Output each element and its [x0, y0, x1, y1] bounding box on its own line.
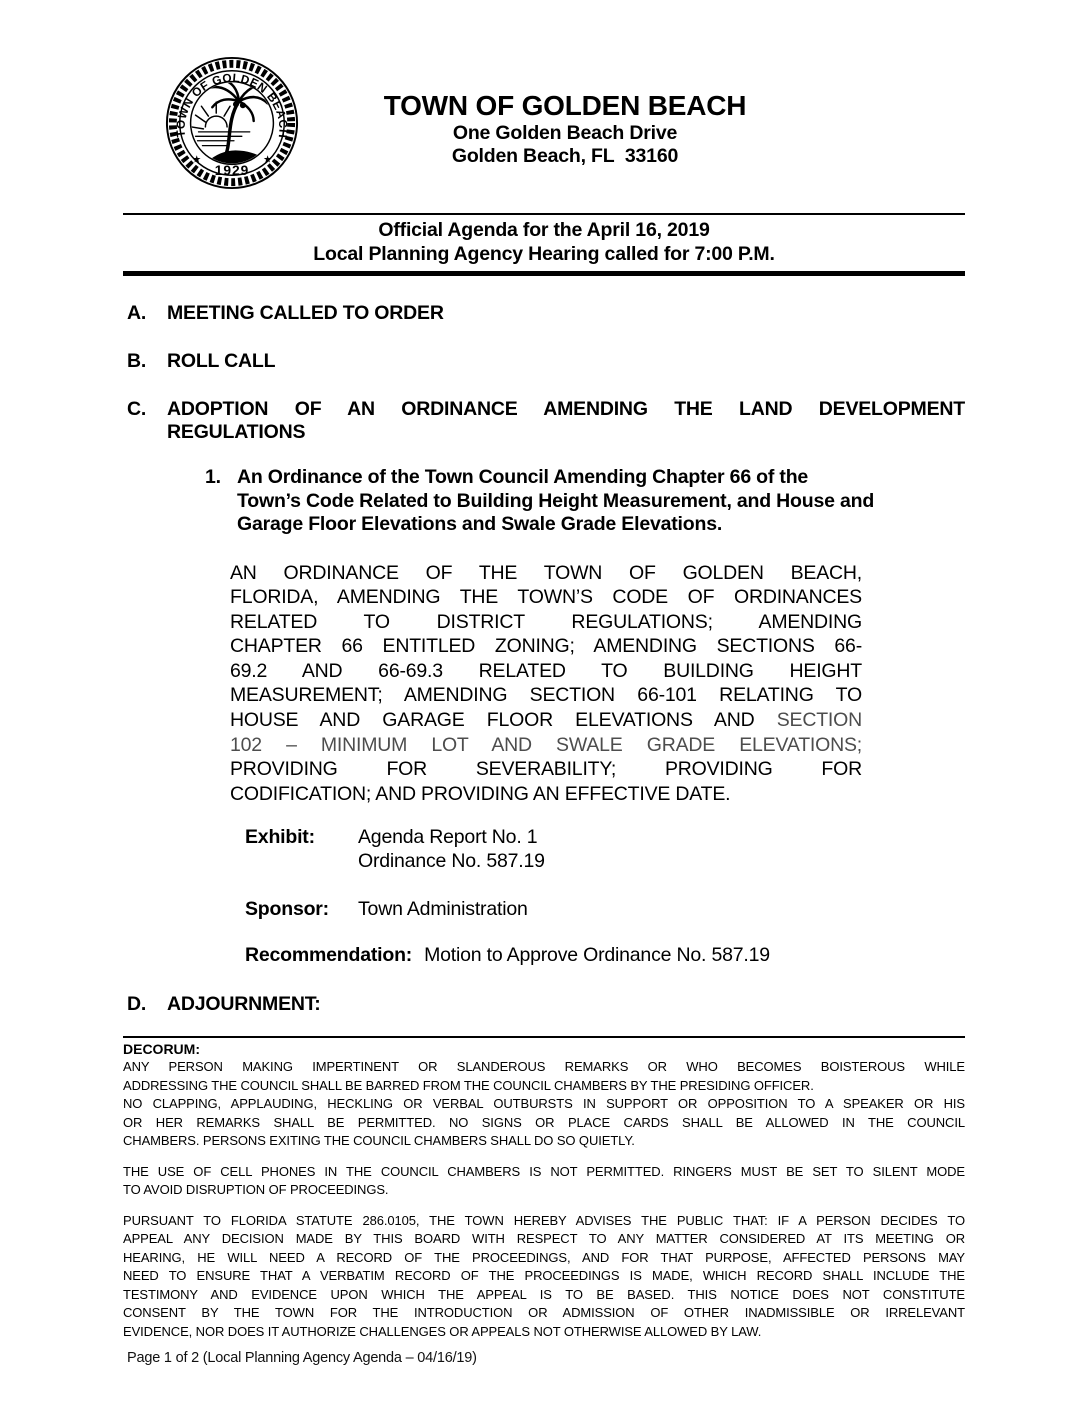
text-segment: CODIFICATION; AND PROVIDING AN EFFECTIVE DATE. — [230, 782, 731, 805]
agenda-item-a — [123, 302, 965, 325]
sponsor-value: Town Administration — [358, 898, 528, 921]
text-segment: SECTION — [776, 709, 862, 732]
text-segment: PURSUANT TO FLORIDA STATUTE 286.0105, THE TOWN HEREBY ADVISES THE PUBLIC THAT: IF A PERSON DECIDES TO — [123, 1212, 965, 1228]
text-line — [230, 733, 862, 758]
text-line — [123, 1095, 965, 1114]
item-letter: C. — [127, 398, 147, 420]
text-line — [230, 782, 862, 807]
text-line — [123, 1323, 965, 1342]
text-line — [123, 1249, 965, 1268]
decorum-section — [123, 1036, 965, 1341]
text-segment: RELATED TO DISTRICT REGULATIONS; AMENDING — [230, 610, 862, 633]
sponsor-row — [245, 897, 965, 921]
text-segment: 102 – MINIMUM LOT AND SWALE GRADE ELEVATIONS; — [230, 733, 862, 756]
document-header — [123, 0, 965, 213]
decorum-paragraph-4 — [123, 1212, 965, 1342]
exhibit-values — [358, 825, 545, 873]
text-segment: HOUSE AND GARAGE FLOOR ELEVATIONS AND — [230, 709, 755, 732]
agenda-item-b — [123, 350, 965, 373]
agenda-banner — [123, 215, 965, 271]
text-segment: AN ORDINANCE OF THE TOWN OF GOLDEN BEACH, — [230, 561, 862, 584]
text-line — [123, 1212, 965, 1231]
text-segment: APPEAL ANY DECISION MADE BY THIS BOARD WITH RESPECT TO ANY MATTER CONSIDERED AT ITS MEETING OR — [123, 1231, 965, 1247]
exhibit-row — [245, 825, 965, 873]
address-line-1: One Golden Beach Drive — [452, 122, 678, 144]
document-content — [123, 0, 965, 1341]
text-line — [123, 1163, 965, 1182]
text-line — [237, 490, 935, 514]
text-segment: An Ordinance of the Town Council Amending Chapter 66 of the — [237, 466, 809, 488]
text-line — [230, 757, 862, 782]
text-line — [123, 1267, 965, 1286]
text-segment: PROVIDING FOR SEVERABILITY; PROVIDING FOR — [230, 758, 862, 781]
seal-star-right-icon: ★ — [263, 154, 272, 166]
text-segment: TESTIMONY AND EVIDENCE UPON WHICH THE APPEAL IS TO BE BASED. THIS NOTICE DOES NOT CONSTITUTE — [123, 1286, 965, 1302]
text-line — [123, 1181, 965, 1200]
text-line — [123, 1132, 965, 1151]
sponsor-label: Sponsor: — [245, 898, 329, 921]
text-segment: TO AVOID DISRUPTION OF PROCEEDINGS. — [123, 1182, 389, 1198]
text-segment: CONSENT BY THE TOWN FOR THE INTRODUCTION OR ADMISSION OF OTHER INADMISSIBLE OR IRRELEVANT — [123, 1305, 965, 1321]
item-letter: B. — [127, 350, 147, 372]
text-segment: MEASUREMENT; AMENDING SECTION 66-101 RELATING TO — [230, 684, 862, 707]
text-segment: FLORIDA, AMENDING THE TOWN’S CODE OF ORDINANCES — [230, 586, 862, 609]
text-line — [123, 1230, 965, 1249]
seal-ring-text: TOWN OF GOLDEN BEACH — [173, 70, 291, 139]
item-title: ROLL CALL — [167, 350, 276, 372]
text-segment: OR HER REMARKS SHALL BE PERMITTED. NO SIGNS OR PLACE CARDS SHALL BE ALLOWED IN THE COUNCIL — [123, 1114, 965, 1130]
text-segment: NO CLAPPING, APPLAUDING, HECKLING OR VERBAL OUTBURSTS IN SUPPORT OR OPPOSITION TO A SPEAKER OR HIS — [123, 1096, 965, 1112]
recommendation-value: Motion to Approve Ordinance No. 587.19 — [424, 944, 770, 967]
item-title: ADJOURNMENT: — [167, 993, 321, 1016]
town-seal-logo — [163, 54, 301, 192]
text-line — [237, 513, 935, 537]
text-line — [167, 398, 965, 421]
recommendation-label: Recommendation: — [245, 944, 413, 967]
decorum-paragraph-2 — [123, 1095, 965, 1151]
page-footer: Page 1 of 2 (Local Planning Agency Agenda – 04/16/19) — [127, 1350, 477, 1366]
agenda-sub-item-1 — [205, 466, 935, 537]
text-segment: ADDRESSING THE COUNCIL SHALL BE BARRED FROM THE COUNCIL CHAMBERS BY THE PRESIDING OFFICER. — [123, 1077, 814, 1093]
text-line — [123, 1286, 965, 1305]
text-segment: REGULATIONS — [167, 421, 306, 443]
exhibit-value-2: Ordinance No. 587.19 — [358, 850, 545, 873]
org-name: TOWN OF GOLDEN BEACH — [383, 90, 747, 121]
recommendation-row — [245, 943, 965, 967]
text-line — [123, 1058, 965, 1077]
text-segment: ANY PERSON MAKING IMPERTINENT OR SLANDEROUS REMARKS OR WHO BECOMES BOISTEROUS WHILE — [123, 1059, 965, 1075]
exhibit-label: Exhibit: — [245, 826, 315, 849]
seal-year-text: 1929 — [214, 163, 250, 179]
item-title: MEETING CALLED TO ORDER — [167, 302, 444, 324]
text-segment: ADOPTION OF AN ORDINANCE AMENDING THE LAND DEVELOPMENT — [167, 398, 965, 420]
text-line — [230, 659, 862, 684]
item-title — [167, 398, 965, 444]
banner-line-1: Official Agenda for the April 16, 2019 — [378, 219, 710, 241]
ordinance-caption — [230, 561, 862, 807]
divider-banner-thick — [123, 271, 965, 276]
text-segment: NEED TO ENSURE THAT A VERBATIM RECORD OF THE PROCEEDINGS IS MADE, WHICH RECORD SHALL INCLUDE THE — [123, 1268, 965, 1284]
text-line — [123, 1114, 965, 1133]
text-segment: CHAPTER 66 ENTITLED ZONING; AMENDING SECTIONS 66- — [230, 635, 862, 658]
text-line — [123, 1077, 965, 1096]
text-line — [230, 585, 862, 610]
text-line — [230, 708, 862, 733]
item-letter: D. — [127, 993, 147, 1016]
banner-line-2: Local Planning Agency Hearing called for 7:00 P.M. — [313, 243, 775, 265]
decorum-heading: DECORUM: — [123, 1041, 200, 1058]
agenda-item-c — [123, 398, 965, 444]
text-line — [167, 421, 965, 444]
decorum-paragraph-3 — [123, 1163, 965, 1200]
sub-item-number: 1. — [205, 466, 221, 488]
text-line — [237, 466, 935, 490]
text-line — [230, 634, 862, 659]
text-line — [230, 561, 862, 586]
text-line — [123, 1304, 965, 1323]
text-segment: CHAMBERS. PERSONS EXITING THE COUNCIL CHAMBERS SHALL DO SO QUIETLY. — [123, 1133, 635, 1149]
text-segment: Town’s Code Related to Building Height Measurement, and House and — [237, 489, 875, 512]
decorum-paragraph-1 — [123, 1058, 965, 1095]
text-segment: EVIDENCE, NOR DOES IT AUTHORIZE CHALLENGES OR APPEALS NOT OTHERWISE ALLOWED BY LAW. — [123, 1323, 762, 1339]
text-line — [230, 610, 862, 635]
text-segment: THE USE OF CELL PHONES IN THE COUNCIL CHAMBERS IS NOT PERMITTED. RINGERS MUST BE SET TO SILENT MODE — [123, 1163, 965, 1179]
text-segment: HEARING, HE WILL NEED A RECORD OF THE PROCEEDINGS, AND FOR THAT PURPOSE, AFFECTED PERSONS MAY — [123, 1249, 965, 1265]
item-letter: A. — [127, 302, 147, 324]
address-line-2: Golden Beach, FL 33160 — [451, 145, 679, 167]
text-segment: 69.2 AND 66-69.3 RELATED TO BUILDING HEIGHT — [230, 659, 862, 682]
agenda-item-d — [123, 993, 965, 1016]
exhibit-value-1: Agenda Report No. 1 — [358, 826, 538, 849]
town-seal-icon — [163, 54, 301, 192]
sub-item-title — [237, 466, 935, 537]
seal-star-left-icon: ★ — [192, 154, 201, 166]
text-line — [230, 683, 862, 708]
text-segment: Garage Floor Elevations and Swale Grade Elevations. — [237, 513, 723, 535]
